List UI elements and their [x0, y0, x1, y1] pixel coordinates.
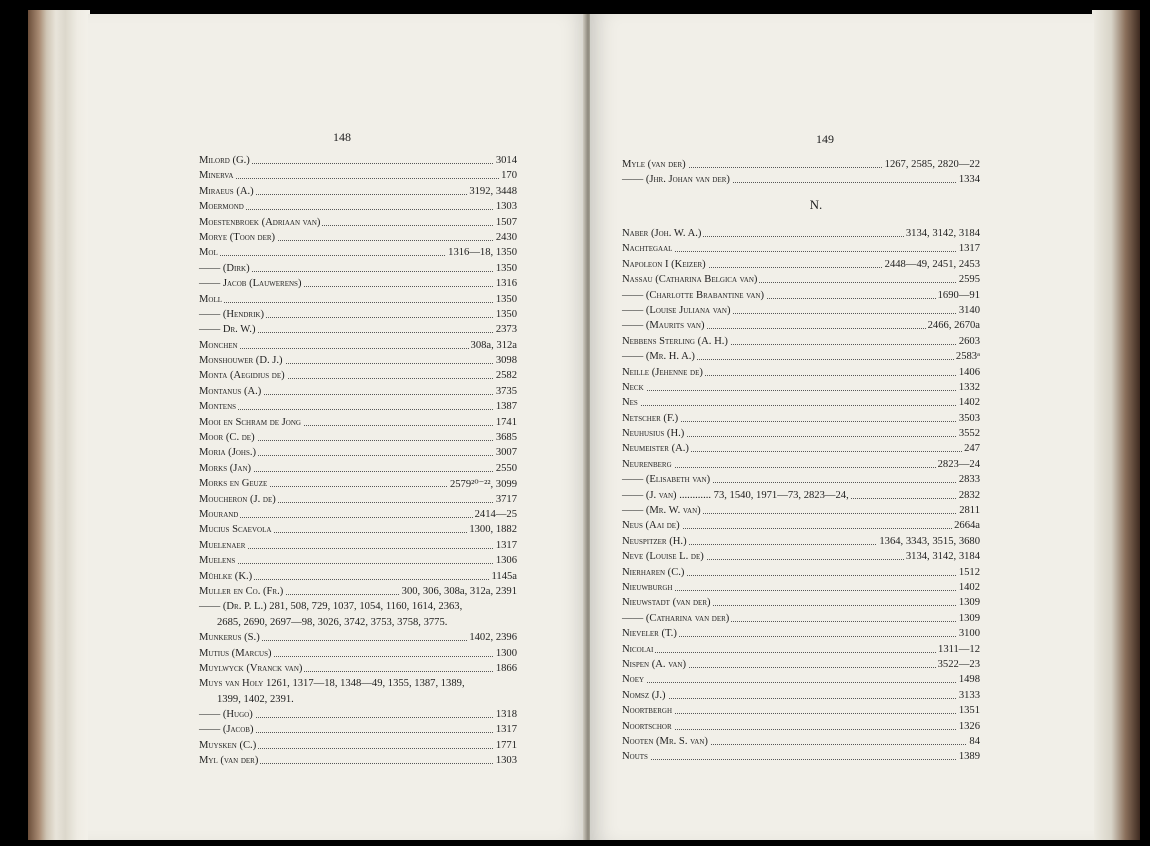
index-entry: [199, 155, 517, 170]
index-entry: [622, 274, 980, 289]
index-entry: [199, 555, 517, 570]
entry-refs: 2811: [959, 505, 980, 517]
entry-name: Myl (van der): [199, 755, 259, 767]
entry-name: Mol: [199, 247, 218, 259]
entry-refs: 2664a: [954, 520, 980, 532]
entry-refs: 3014: [495, 155, 517, 166]
index-entry: [622, 659, 980, 674]
entry-name: —— (Catharina van der): [622, 613, 731, 624]
index-entry: [199, 463, 517, 478]
entry-refs: 3134, 3142, 3184: [905, 551, 980, 563]
index-entry: [622, 259, 980, 274]
entry-name: Mutius (Marcus): [199, 647, 272, 659]
entry-name: Mühlke (K.): [199, 570, 253, 582]
entry-name: Neuspitzer (H.): [622, 535, 687, 547]
entry-refs: 2373: [495, 324, 517, 336]
entry-name: Neumeister (A.): [622, 443, 689, 455]
entry-refs: 84: [969, 735, 980, 747]
index-entry: [622, 459, 980, 474]
entry-refs: 1317: [958, 243, 980, 255]
leader-dots: [199, 178, 517, 179]
leader-dots: [622, 590, 980, 591]
entry-name: —— (Charlotte Brabantine van): [622, 290, 766, 301]
entry-refs: 2550: [495, 462, 517, 474]
entry-refs: 1311—12: [938, 643, 980, 655]
entry-refs: 1317: [495, 539, 517, 551]
entry-name: Muylwyck (Vranck van): [199, 662, 303, 674]
entry-refs: 1300: [495, 647, 517, 659]
entry-refs: 3503: [958, 412, 980, 424]
entry-refs: 2583ᵃ: [955, 351, 980, 363]
entry-refs: 1402, 2396: [469, 632, 517, 644]
index-entry: [622, 674, 980, 689]
entry-refs: 2448—49, 2451, 2453: [884, 258, 980, 270]
entry-name: Morks en Geuze: [199, 478, 268, 490]
index-entry: [622, 505, 980, 520]
entry-refs: 1303: [495, 201, 517, 213]
index-entry: [199, 186, 517, 201]
entry-refs: 3717: [495, 493, 517, 505]
entry-name: Montens: [199, 401, 237, 413]
index-entry: [622, 397, 980, 412]
index-list-right-top: [622, 159, 980, 190]
entry-name: —— (Dirk): [199, 263, 252, 274]
entry-name: Nieveler (T.): [622, 628, 677, 640]
entry-name: —— (Maurits van): [622, 320, 707, 331]
leader-dots: [622, 405, 980, 406]
entry-refs: 1771: [495, 739, 517, 751]
entry-refs: 1507: [495, 216, 517, 228]
entry-refs: 1866: [495, 662, 517, 674]
index-entry: [199, 663, 517, 678]
index-entry: [622, 551, 980, 566]
entry-name: —— (J. van) ............ 73, 1540, 1971—73, 2823—24,: [622, 490, 851, 501]
entry-name: Muelenaer: [199, 539, 246, 551]
entry-name: —— (Mr. H. A.): [622, 351, 697, 362]
entry-refs: 1303: [495, 755, 517, 767]
entry-refs: 2582: [495, 370, 517, 382]
section-heading: N.: [809, 197, 823, 212]
index-entry: [199, 217, 517, 232]
index-entry: [622, 320, 980, 335]
index-entry: [622, 174, 980, 189]
entry-name: —— (Elisabeth van): [622, 474, 712, 485]
leader-dots: [199, 517, 517, 518]
index-entry: [622, 243, 980, 258]
index-entry: [199, 524, 517, 539]
entry-name: Neve (Louise L. de): [622, 551, 704, 563]
index-entry: [199, 755, 517, 770]
index-entry: [622, 305, 980, 320]
entry-name: Morks (Jan): [199, 462, 252, 474]
entry-name: Muelens: [199, 555, 236, 567]
entry-name: —— (Dr. P. L.) 281, 508, 729, 1037, 1054, 1160, 1614, 2363,: [199, 601, 464, 612]
entry-refs: 1406: [958, 366, 980, 378]
index-entry: [199, 232, 517, 247]
entry-refs: 247: [964, 443, 980, 455]
index-entry: [199, 247, 517, 262]
entry-refs: 1300, 1882: [469, 524, 517, 536]
entry-name: Moucheron (J. de): [199, 493, 276, 505]
entry-refs: 170: [501, 170, 517, 182]
entry-name: —— (Hugo): [199, 709, 255, 720]
entry-name: Muller en Co. (Fr.): [199, 585, 284, 597]
entry-refs: 3522—23: [937, 658, 980, 670]
index-entry: [199, 386, 517, 401]
entry-refs: 1498: [958, 674, 980, 686]
entry-name: Neurenberg: [622, 458, 672, 470]
leader-dots: [622, 698, 980, 699]
entry-name: Naber (Joh. W. A.): [622, 228, 702, 239]
entry-refs: 1350: [495, 293, 517, 305]
page-number-left: 148: [333, 130, 351, 144]
entry-name: Nachtegaal: [622, 243, 673, 255]
index-entry: [199, 401, 517, 416]
entry-refs: 2466, 2670a: [927, 320, 980, 332]
entry-name: Moermond: [199, 201, 244, 213]
entry-name: Montanus (A.): [199, 385, 262, 397]
entry-refs: 1364, 3343, 3515, 3680: [879, 535, 980, 547]
index-entry: [622, 290, 980, 305]
entry-name: Mooi en Schram de Jong: [199, 416, 301, 428]
entry-name: Nebbens Sterling (A. H.): [622, 335, 728, 347]
entry-refs: 1741: [495, 416, 517, 428]
entry-refs: 1350: [495, 308, 517, 320]
entry-name: —— Dr. W.): [199, 324, 257, 335]
index-entry: [622, 613, 980, 628]
index-entry: [622, 428, 980, 443]
index-entry: [199, 278, 517, 293]
index-entry: [622, 351, 980, 366]
entry-refs: 2833: [958, 474, 980, 486]
index-entry: [199, 571, 517, 586]
index-entry: [199, 294, 517, 309]
entry-refs: 2832: [958, 489, 980, 501]
entry-name: Moestenbroek (Adriaan van): [199, 216, 321, 228]
index-entry: [622, 567, 980, 582]
right-page: [590, 14, 1094, 840]
entry-name: Netscher (F.): [622, 412, 679, 424]
entry-name: —— (Hendrik): [199, 309, 266, 320]
index-entry: [622, 382, 980, 397]
entry-name: Nieuwstadt (van der): [622, 597, 711, 609]
entry-name: —— (Louise Juliana van): [622, 305, 733, 316]
index-entry: [622, 443, 980, 458]
book-edge-left: [28, 10, 90, 840]
entry-name: —— (Jacob): [199, 724, 255, 735]
entry-name: Muys van Holy 1261, 1317—18, 1348—49, 1355, 1387, 1389,: [199, 678, 465, 690]
entry-name: Myle (van der): [622, 159, 686, 170]
entry-name: Milord (G.): [199, 155, 250, 166]
entry-name: —— (Mr. W. van): [622, 505, 703, 516]
index-entry: [199, 740, 517, 755]
entry-refs: 1512: [958, 566, 980, 578]
entry-refs: 3192, 3448: [469, 185, 517, 197]
index-list-right: [622, 228, 980, 767]
entry-refs: 1306: [495, 555, 517, 567]
entry-name: Nooten (Mr. S. van): [622, 735, 708, 747]
entry-refs: 1318: [495, 709, 517, 721]
entry-name: Muysken (C.): [199, 739, 257, 751]
entry-refs: 2595: [958, 274, 980, 286]
entry-name: Mourand: [199, 508, 239, 520]
entry-refs: 1402: [958, 581, 980, 593]
index-entry: [199, 648, 517, 663]
index-entry: [199, 678, 517, 693]
index-entry: [199, 709, 517, 724]
leader-dots: [622, 390, 980, 391]
index-entry: [199, 478, 517, 493]
entry-name: —— Jacob (Lauwerens): [199, 278, 303, 289]
entry-refs: 2579²⁰⁻²², 3099: [449, 479, 517, 491]
entry-name: Noortbergh: [622, 705, 673, 717]
entry-refs: 3007: [495, 447, 517, 459]
entry-name: Neck: [622, 381, 644, 393]
left-page: [88, 14, 588, 840]
index-entry: [622, 705, 980, 720]
entry-refs: 3685: [495, 432, 517, 444]
entry-name: Monta (Aegidius de): [199, 370, 285, 382]
index-entry: [199, 170, 517, 185]
index-list-left: [199, 155, 517, 771]
index-entry: [622, 474, 980, 489]
entry-refs: 1309: [958, 597, 980, 609]
entry-name: Miraeus (A.): [199, 185, 254, 197]
entry-name: Nicolai: [622, 643, 654, 655]
entry-name: 1399, 1402, 2391.: [217, 693, 294, 705]
leader-dots: [622, 467, 980, 468]
page-number-right: 149: [816, 132, 834, 146]
index-entry: [199, 324, 517, 339]
index-entry: [622, 367, 980, 382]
index-entry: [622, 690, 980, 705]
entry-refs: 1350: [495, 262, 517, 274]
index-entry: [622, 751, 980, 766]
entry-name: Nouts: [622, 751, 648, 763]
index-entry: [199, 509, 517, 524]
index-entry: [199, 340, 517, 355]
entry-refs: 2430: [495, 231, 517, 243]
index-entry: [199, 540, 517, 555]
entry-name: Napoleon I (Keizer): [622, 258, 706, 270]
leader-dots: [622, 682, 980, 683]
entry-refs: 1690—91: [937, 289, 980, 301]
leader-dots: [199, 409, 517, 410]
entry-refs: 1267, 2585, 2820—22: [884, 159, 980, 170]
entry-name: Moria (Johs.): [199, 447, 257, 459]
index-entry: [199, 447, 517, 462]
index-entry: [622, 582, 980, 597]
entry-name: 2685, 2690, 2697—98, 3026, 3742, 3753, 3758, 3775.: [217, 616, 448, 628]
entry-name: Munkerus (S.): [199, 632, 260, 644]
entry-name: —— (Jhr. Johan van der): [622, 174, 732, 185]
entry-refs: 300, 306, 308a, 312a, 2391: [401, 585, 517, 597]
leader-dots: [622, 713, 980, 714]
index-entry: [622, 520, 980, 535]
index-entry: [199, 601, 517, 616]
entry-name: Nieuwburgh: [622, 581, 673, 593]
leader-dots: [199, 209, 517, 210]
entry-refs: 1389: [958, 751, 980, 763]
entry-name: Neille (Jehenne de): [622, 366, 703, 378]
leader-dots: [622, 652, 980, 653]
entry-refs: 3552: [958, 428, 980, 440]
index-entry: [199, 617, 517, 632]
index-entry: [199, 586, 517, 601]
entry-name: Minerva: [199, 170, 234, 182]
entry-refs: 3134, 3142, 3184: [905, 228, 980, 239]
index-entry: [199, 694, 517, 709]
index-entry: [199, 263, 517, 278]
entry-refs: 1309: [958, 612, 980, 624]
index-entry: [622, 597, 980, 612]
entry-refs: 3140: [958, 304, 980, 316]
index-entry: [622, 336, 980, 351]
index-entry: [622, 644, 980, 659]
entry-refs: 3133: [958, 689, 980, 701]
book-edge-right: [1092, 10, 1140, 840]
leader-dots: [199, 563, 517, 564]
entry-name: Nierharen (C.): [622, 566, 685, 578]
entry-name: Neuhusius (H.): [622, 428, 685, 440]
index-entry: [199, 201, 517, 216]
entry-refs: 1326: [958, 720, 980, 732]
entry-refs: 3100: [958, 628, 980, 640]
entry-refs: 2414—25: [474, 508, 517, 520]
leader-dots: [622, 729, 980, 730]
entry-refs: 1387: [495, 401, 517, 413]
index-entry: [622, 413, 980, 428]
index-entry: [199, 309, 517, 324]
entry-refs: 1145a: [491, 570, 517, 582]
entry-name: Nomsz (J.): [622, 689, 666, 701]
index-entry: [199, 724, 517, 739]
index-entry: [199, 432, 517, 447]
entry-refs: 1332: [958, 381, 980, 393]
entry-name: Noortschor: [622, 720, 672, 732]
entry-refs: 1317: [495, 724, 517, 736]
entry-refs: 2603: [958, 335, 980, 347]
entry-refs: 1334: [958, 174, 980, 186]
entry-name: Neus (Aai de): [622, 520, 680, 532]
entry-refs: 2823—24: [937, 458, 980, 470]
entry-refs: 1316: [495, 278, 517, 290]
index-entry: [622, 736, 980, 751]
index-entry: [199, 370, 517, 385]
entry-name: Nassau (Catharina Belgica van): [622, 274, 758, 286]
leader-dots: [622, 759, 980, 760]
entry-name: Monchen: [199, 339, 238, 351]
entry-name: Mucius Scaevola: [199, 524, 272, 536]
leader-dots: [199, 302, 517, 303]
entry-name: Morye (Toon der): [199, 231, 276, 243]
index-entry: [199, 632, 517, 647]
index-entry: [622, 628, 980, 643]
index-entry: [622, 536, 980, 551]
index-entry: [622, 228, 980, 243]
index-entry: [622, 490, 980, 505]
entry-name: Noey: [622, 674, 645, 686]
entry-name: Nes: [622, 397, 638, 409]
entry-refs: 3735: [495, 385, 517, 397]
entry-name: Moor (C. de): [199, 432, 255, 444]
index-entry: [199, 494, 517, 509]
index-entry: [199, 417, 517, 432]
leader-dots: [622, 251, 980, 252]
index-entry: [199, 355, 517, 370]
entry-name: Moll: [199, 293, 223, 305]
entry-refs: 3098: [495, 355, 517, 367]
index-entry: [622, 159, 980, 174]
index-entry: [622, 721, 980, 736]
entry-refs: 308a, 312a: [470, 339, 517, 351]
entry-refs: 1402: [958, 397, 980, 409]
entry-name: Nispen (A. van): [622, 658, 687, 670]
entry-refs: 1351: [958, 705, 980, 717]
entry-name: Monshouwer (D. J.): [199, 355, 283, 367]
entry-refs: 1316—18, 1350: [448, 247, 517, 259]
